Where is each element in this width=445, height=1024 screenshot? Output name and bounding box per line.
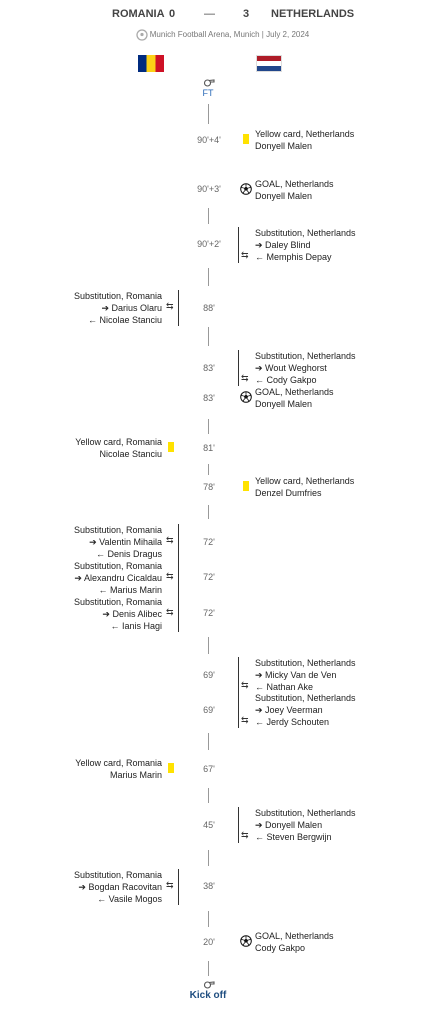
substitution-arrows-icon: ⇆ [166, 301, 174, 311]
venue-text: Munich Football Arena, Munich | July 2, 2024 [149, 30, 310, 40]
netherlands-flag [256, 55, 282, 72]
home-team-name: ROMANIA [112, 8, 165, 20]
event-goal-text [255, 930, 334, 954]
event-player: Marius Marin [109, 770, 162, 780]
timeline-connector-line [208, 208, 209, 224]
timeline-connector-line [208, 850, 209, 866]
timeline-connector-line [208, 733, 209, 750]
event-title: Yellow card, Romania [75, 758, 162, 768]
score-separator: — [204, 8, 215, 20]
event-minute: 83' [203, 393, 215, 403]
event-minute: 81' [203, 443, 215, 453]
substitution-bracket-line [178, 560, 179, 596]
whistle-icon [203, 77, 215, 87]
event-yellow-card-text [75, 757, 162, 781]
event-minute: 72' [203, 608, 215, 618]
event-title: Substitution, Romania [73, 291, 162, 301]
football-icon [240, 183, 252, 195]
whistle-icon [203, 979, 215, 989]
yellow-card-icon [243, 134, 249, 144]
event-player: Donyell Malen [255, 191, 313, 201]
timeline-connector-line [208, 911, 209, 927]
event-player-out: ← Ianis Hagi [110, 621, 162, 631]
event-substitution-text [74, 290, 162, 326]
event-minute: 69' [203, 670, 215, 680]
substitution-arrows-icon: ⇆ [166, 535, 174, 545]
event-minute: 90'+4' [197, 135, 221, 145]
event-substitution-text [74, 524, 162, 560]
home-team-score: 0 [169, 8, 176, 20]
venue-info [0, 29, 445, 41]
substitution-bracket-line [178, 524, 179, 560]
away-team-name: NETHERLANDS [271, 8, 355, 20]
event-player: Cody Gakpo [255, 943, 306, 953]
substitution-bracket-line [178, 869, 179, 905]
event-goal-text [255, 386, 334, 410]
event-player-in: ➔ Wout Weghorst [255, 363, 327, 373]
event-player-out: ← Vasile Mogos [97, 894, 162, 904]
substitution-arrows-icon: ⇆ [241, 250, 249, 260]
event-minute: 69' [203, 705, 215, 715]
event-title: GOAL, Netherlands [255, 179, 334, 189]
substitution-bracket-line [238, 350, 239, 386]
event-minute: 67' [203, 764, 215, 774]
event-title: GOAL, Netherlands [255, 931, 334, 941]
event-player-in: ➔ Bogdan Racovitan [78, 882, 162, 892]
event-player-out: ← Nathan Ake [255, 682, 314, 692]
event-player: Donyell Malen [255, 399, 313, 409]
timeline-connector-line [208, 637, 209, 654]
football-icon [240, 935, 252, 947]
event-minute: 20' [203, 937, 215, 947]
event-substitution-text [255, 350, 356, 386]
event-player-in: ➔ Joey Veerman [255, 705, 323, 715]
away-team-score: 3 [243, 8, 250, 20]
event-minute: 78' [203, 482, 215, 492]
kick-off-label: Kick off [189, 990, 227, 1001]
timeline-connector-line [208, 268, 209, 286]
event-player-in: ➔ Alexandru Cicaldau [74, 573, 162, 583]
event-yellow-card-text [75, 436, 162, 460]
timeline-connector-line [208, 961, 209, 976]
event-substitution-text [255, 657, 356, 693]
event-player-in: ➔ Micky Van de Ven [255, 670, 337, 680]
timeline-connector-line [208, 419, 209, 434]
event-player-in: ➔ Darius Olaru [101, 303, 162, 313]
full-time-label: FT [202, 88, 214, 98]
event-player-out: ← Jerdy Schouten [255, 717, 330, 727]
event-substitution-text [255, 692, 356, 728]
event-goal-text [255, 178, 334, 202]
event-player: Donyell Malen [255, 141, 313, 151]
event-substitution-text [74, 869, 162, 905]
substitution-bracket-line [238, 692, 239, 728]
substitution-arrows-icon: ⇆ [241, 715, 249, 725]
event-minute: 45' [203, 820, 215, 830]
substitution-arrows-icon: ⇆ [241, 680, 249, 690]
event-player: Nicolae Stanciu [99, 449, 162, 459]
event-player-out: ← Steven Bergwijn [255, 832, 332, 842]
event-player-in: ➔ Valentin Mihaila [89, 537, 162, 547]
event-title: Yellow card, Netherlands [255, 476, 355, 486]
substitution-bracket-line [238, 657, 239, 693]
score-header [0, 8, 445, 26]
event-player-in: ➔ Denis Alibec [102, 609, 162, 619]
substitution-bracket-line [178, 290, 179, 326]
event-title: GOAL, Netherlands [255, 387, 334, 397]
event-player-in: ➔ Donyell Malen [255, 820, 323, 830]
event-title: Yellow card, Romania [75, 437, 162, 447]
event-player-in: ➔ Daley Blind [255, 240, 311, 250]
event-minute: 38' [203, 881, 215, 891]
timeline-connector-line [208, 505, 209, 519]
timeline-connector-line [208, 464, 209, 475]
event-minute: 90'+2' [197, 239, 221, 249]
substitution-arrows-icon: ⇆ [241, 373, 249, 383]
event-title: Substitution, Netherlands [255, 693, 356, 703]
football-icon [240, 391, 252, 403]
substitution-arrows-icon: ⇆ [241, 830, 249, 840]
substitution-bracket-line [238, 227, 239, 263]
location-pin-icon [136, 29, 148, 41]
event-player-out: ← Denis Dragus [95, 549, 162, 559]
event-title: Substitution, Romania [73, 525, 162, 535]
event-substitution-text [74, 596, 162, 632]
event-title: Substitution, Romania [73, 561, 162, 571]
event-player-out: ← Cody Gakpo [255, 375, 317, 385]
event-title: Substitution, Netherlands [255, 351, 356, 361]
event-substitution-text [255, 807, 356, 843]
event-minute: 90'+3' [197, 184, 221, 194]
event-title: Substitution, Romania [73, 870, 162, 880]
event-substitution-text [255, 227, 356, 263]
event-yellow-card-text [255, 475, 354, 499]
event-minute: 88' [203, 303, 215, 313]
substitution-arrows-icon: ⇆ [166, 880, 174, 890]
event-player-out: ← Marius Marin [98, 585, 162, 595]
timeline-connector-line [208, 104, 209, 124]
event-minute: 83' [203, 363, 215, 373]
timeline-connector-line [208, 327, 209, 346]
timeline-connector-line [208, 788, 209, 803]
yellow-card-icon [168, 763, 174, 773]
event-minute: 72' [203, 572, 215, 582]
event-yellow-card-text [255, 128, 354, 152]
event-title: Yellow card, Netherlands [255, 129, 355, 139]
substitution-arrows-icon: ⇆ [166, 607, 174, 617]
event-title: Substitution, Romania [73, 597, 162, 607]
event-substitution-text [74, 560, 162, 596]
romania-flag [138, 55, 164, 72]
substitution-bracket-line [238, 807, 239, 843]
event-minute: 72' [203, 537, 215, 547]
yellow-card-icon [168, 442, 174, 452]
event-title: Substitution, Netherlands [255, 808, 356, 818]
substitution-bracket-line [178, 596, 179, 632]
event-player-out: ← Nicolae Stanciu [87, 315, 162, 325]
event-player-out: ← Memphis Depay [255, 252, 332, 262]
yellow-card-icon [243, 481, 249, 491]
event-player: Denzel Dumfries [255, 488, 322, 498]
event-title: Substitution, Netherlands [255, 228, 356, 238]
event-title: Substitution, Netherlands [255, 658, 356, 668]
substitution-arrows-icon: ⇆ [166, 571, 174, 581]
